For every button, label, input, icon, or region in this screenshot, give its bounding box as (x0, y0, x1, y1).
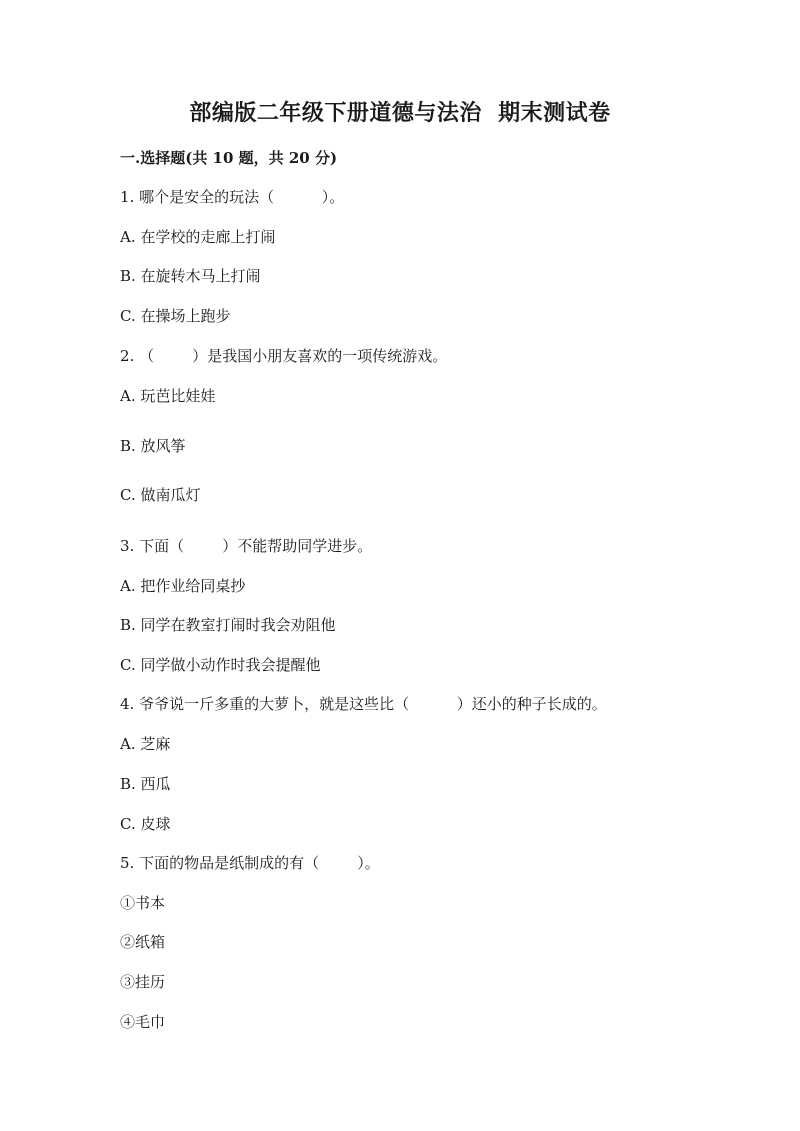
section-heading: 一.选择题(共 10 题，共 20 分) (120, 149, 338, 167)
question-4-option-c: C. 皮球 (120, 815, 171, 833)
question-5-option-1: ①书本 (120, 894, 166, 912)
question-3-option-c: C. 同学做小动作时我会提醒他 (120, 656, 321, 674)
question-3-option-b: B. 同学在教室打闹时我会劝阻他 (120, 616, 336, 634)
question-stem-3: 3. 下面（ ）不能帮助同学进步。 (120, 537, 373, 555)
question-stem-4: 4. 爷爷说一斤多重的大萝卜，就是这些比（ ）还小的种子长成的。 (120, 695, 607, 713)
question-2-option-b: B. 放风筝 (120, 437, 186, 455)
question-5-option-2: ②纸箱 (120, 933, 166, 951)
question-stem-1: 1. 哪个是安全的玩法（ ）。 (120, 188, 345, 206)
question-4-option-b: B. 西瓜 (120, 775, 171, 793)
question-2-option-c: C. 做南瓜灯 (120, 486, 201, 504)
question-1-option-b: B. 在旋转木马上打闹 (120, 267, 261, 285)
question-stem-2: 2. （ ）是我国小朋友喜欢的一项传统游戏。 (120, 347, 448, 365)
question-5-option-3: ③挂历 (120, 973, 166, 991)
question-1-option-c: C. 在操场上跑步 (120, 307, 231, 325)
question-2-option-a: A. 玩芭比娃娃 (120, 387, 216, 405)
question-3-option-a: A. 把作业给同桌抄 (120, 577, 246, 595)
question-1-option-a: A. 在学校的走廊上打闹 (120, 228, 276, 246)
question-stem-5: 5. 下面的物品是纸制成的有（ ）。 (120, 854, 380, 872)
question-5-option-4: ④毛巾 (120, 1013, 166, 1031)
exam-title: 部编版二年级下册道德与法治 期末测试卷 (189, 100, 611, 126)
question-4-option-a: A. 芝麻 (120, 735, 171, 753)
